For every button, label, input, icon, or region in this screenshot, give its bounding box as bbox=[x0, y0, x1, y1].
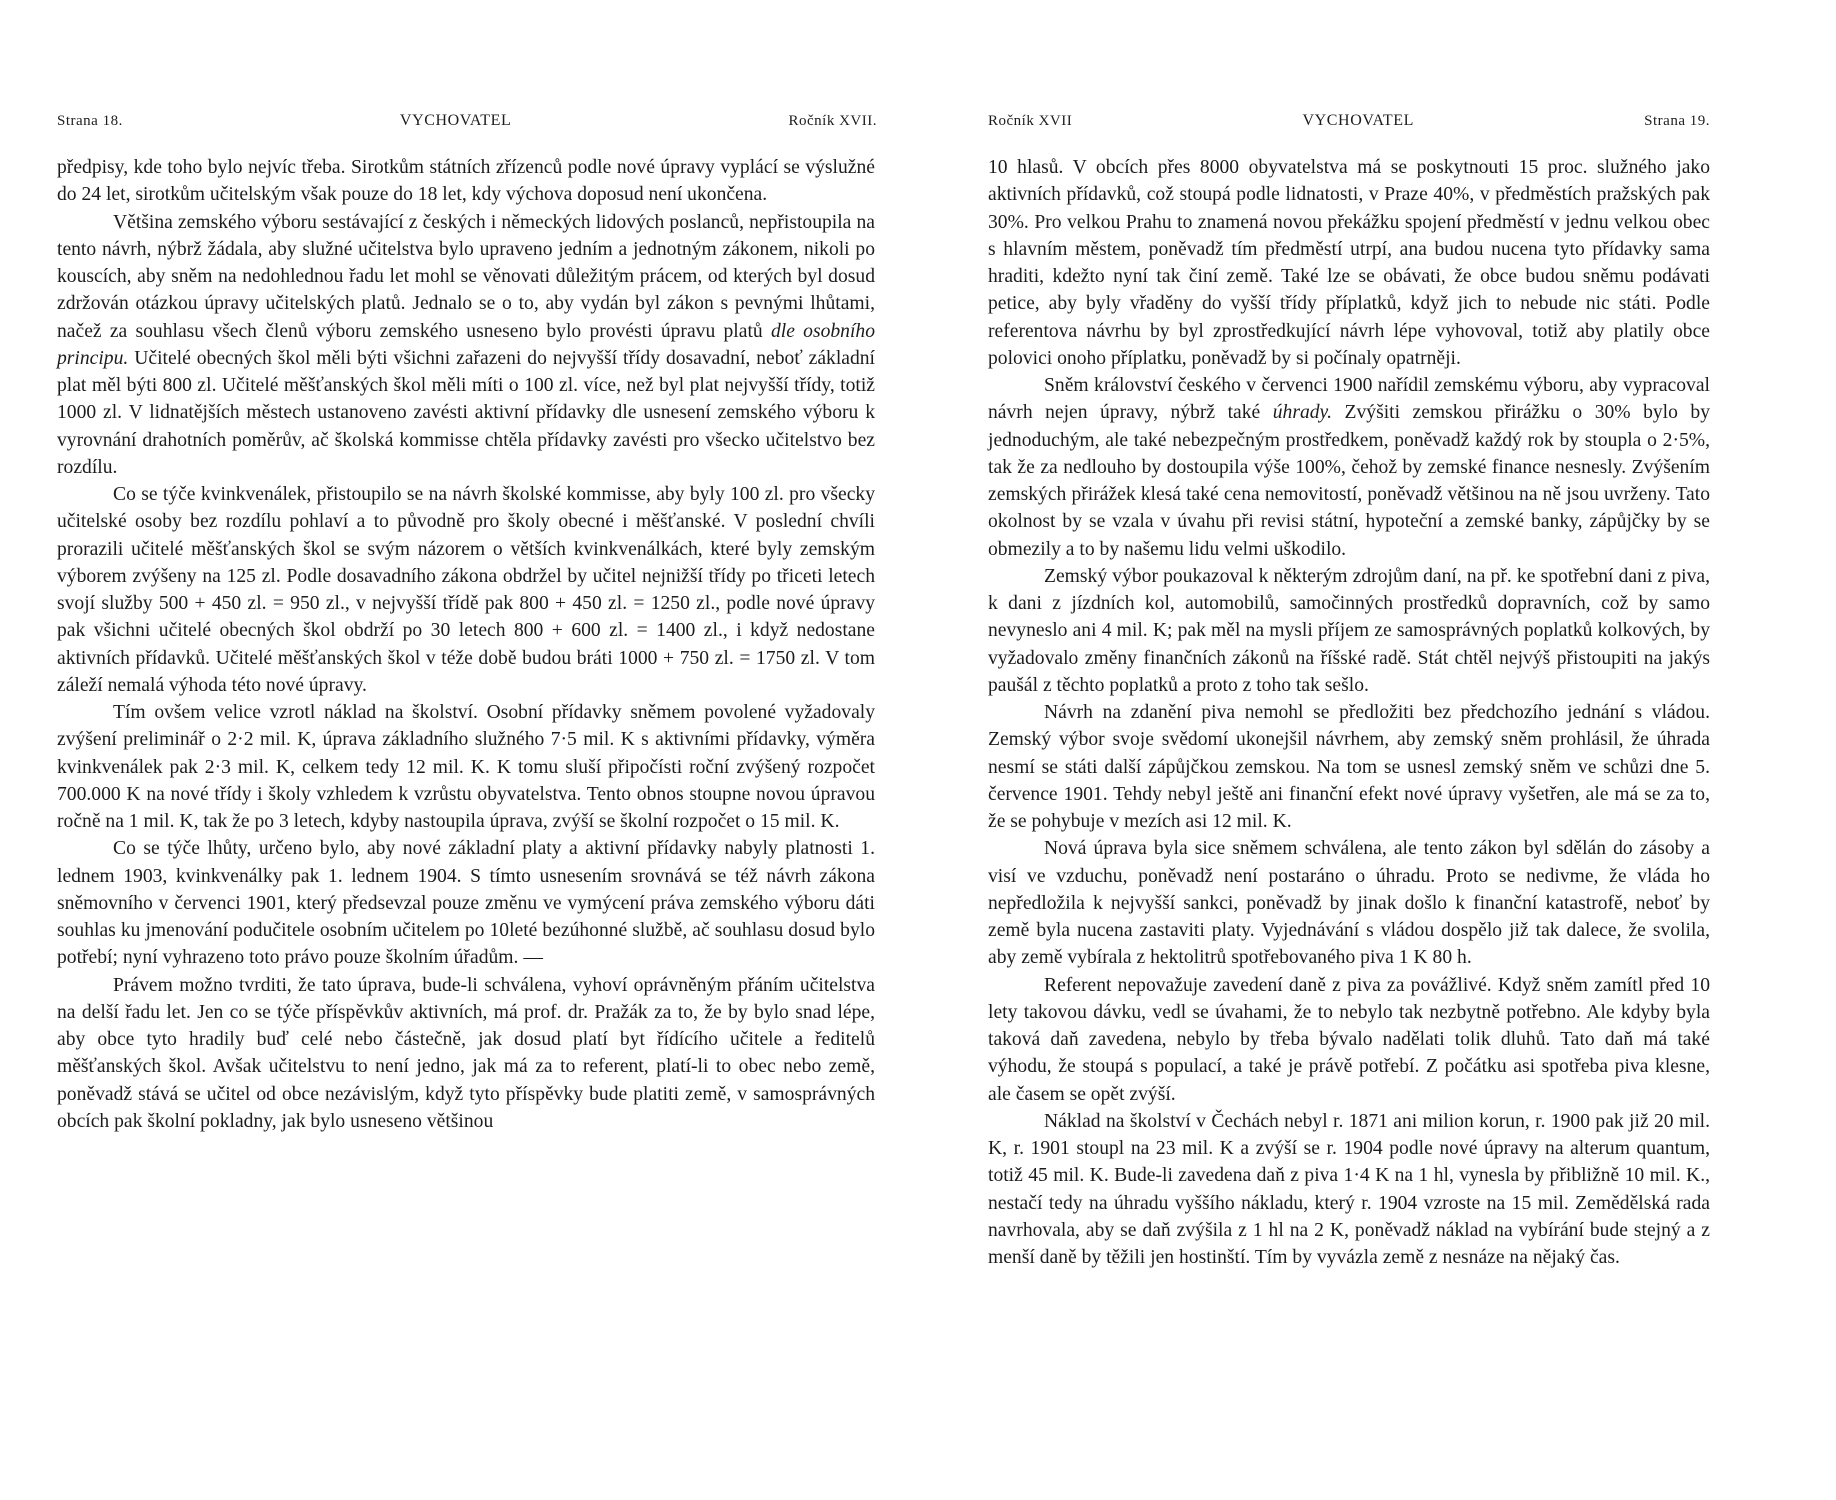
paragraph: Právem možno tvrditi, že tato úprava, bude-li schválena, vyhoví oprávněným přáním učitelstva na delší řadu let. Jen co se týče příspěvkův aktivních, má prof. dr. Pražák za to, že by bylo snad lépe, aby obce tyto hradily buď celé nebo částečně, jak dosud platí byt řídícího učitele a ředitelů měšťanských škol. Avšak učitelstvu to není jedno, jak má za to referent, platí-li to obec nebo země, poněvadž stává se učitel od obce nezávislým, když tyto příspěvky bude platiti země, v samosprávných obcích pak školní pokladny, jak bylo usneseno většinou bbox=[57, 974, 875, 1132]
left-volume: Ročník XVII. bbox=[788, 113, 877, 129]
paragraph: předpisy, kde toho bylo nejvíc třeba. Sirotkům státních zřízenců podle nové úpravy vyplácí se výslužné do 24 let, sirotkům učitelským však pouze do 18 let, kdy výchova doposud není ukončena. bbox=[57, 157, 875, 206]
right-page bbox=[918, 0, 1836, 1500]
paragraph: Referent nepovažuje zavedení daně z piva za povážlivé. Když sněm zamítl před 10 lety takovou dávku, vedl se úvahami, že to nebylo tak nezbytně potřebno. Ale kdyby byla taková daň zavedena, nebylo by třeba bývalo nadělati tolik dluhů. Tato daň má také výhodu, že stoupá s populací, a také je právě potřebí. Z počátku asi spotřeba piva klesne, ale časem se opět zvýší. bbox=[988, 974, 1710, 1105]
left-page-number: Strana 18. bbox=[57, 113, 123, 129]
paragraph: Náklad na školství v Čechách nebyl r. 1871 ani milion korun, r. 1900 pak již 20 mil. K, r. 1901 stoupl na 23 mil. K a zvýší se r. 1904 podle nové úpravy na alterum quantum, totiž 45 mil. K. Bude-li zavedena daň z piva 1·4 K na 1 hl, vynesla by přibližně 10 mil. K., nestačí tedy na úhradu vyššího nákladu, který r. 1904 vzroste na 15 mil. Zemědělská rada navrhovala, aby se daň zvýšila z 1 hl na 2 K, poněvadž náklad na vybírání bude stejný a z menší daně by těžili jen hostinští. Tím by vyvázla země z nesnáze na nějaký čas. bbox=[988, 1110, 1710, 1268]
left-page-body bbox=[57, 154, 875, 1135]
right-volume: Ročník XVII bbox=[988, 113, 1073, 129]
emphasis: úhrady. bbox=[1272, 402, 1333, 424]
paragraph: 10 hlasů. V obcích přes 8000 obyvatelstva má se poskytnouti 15 proc. služného jako aktivních přídavků, což stoupá podle lidnatosti, v Praze 40%, v předměstích pražských pak 30%. Pro velkou Prahu to znamená novou překážku spojení předměstí v jednu velkou obec s hlavním městem, poněvadž tím předměstí utrpí, ana budou nucena tyto přídavky sama hraditi, kdežto nyní tak činí země. Také lze se obávati, že obce budou sněmu podávati petice, aby byly vřaděny do vyšší třídy příplatků, když jich to nebude nic státi. Podle referentova návrhu by byl zprostředkující návrh lépe vyhovoval, totiž aby platily obce polovici onoho příplatku, poněvadž by si počínaly opatrněji. bbox=[988, 157, 1710, 369]
paragraph: Co se týče lhůty, určeno bylo, aby nové základní platy a aktivní přídavky nabyly platnosti 1. lednem 1903, kvinkvenálky pak 1. lednem 1904. S tímto usnesením srovnává se též návrh zákona sněmovního v červenci 1901, který předsevzal pouze změnu ve vymýcení práva zemského výboru dáti souhlas ku jmenování podučitele osobním učitelem po 10leté bezúhonné službě, ač souhlasu dosud bylo potřebí; nyní vyhrazeno toto právo pouze školním úřadům. — bbox=[57, 838, 875, 969]
left-journal-title: VYCHOVATEL bbox=[399, 112, 512, 129]
paragraph: Návrh na zdanění piva nemohl se předložiti bez předchozího jednání s vládou. Zemský výbor svoje svědomí ukonejšil návrhem, aby zemský sněm prohlásil, že úhrada nesmí se státi další zápůjčkou zemskou. Na tom se usnesl zemský sněm ve schůzi dne 5. července 1901. Tehdy nebyl ještě ani finanční efekt nové úpravy vyšetřen, ale má se za to, že se pohybuje v mezích asi 12 mil. K. bbox=[988, 702, 1710, 832]
paragraph: Co se týče kvinkvenálek, přistoupilo se na návrh školské kommisse, aby byly 100 zl. pro všecky učitelské osoby bez rozdílu pohlaví a to původně pro školy obecné i měšťanské. V poslední chvíli prorazili učitelé měšťanských škol se svým názorem o větších kvinkvenálkách, které byly zemským výborem zvýšeny na 125 zl. Podle dosavadního zákona obdržel by učitel nejnižší třídy po třiceti letech svojí služby 500 + 450 zl. = 950 zl., v nejvyšší třídě pak 800 + 450 zl. = 1250 zl., podle nové úpravy pak všichni učitelé obecných škol obdrží po 30 letech 800 + 600 zl. = 1400 zl., i když nedostane aktivních přídavků. Učitelé měšťanských škol v téže době budou bráti 1000 + 750 zl. = 1750 zl. V tom záleží nemalá výhoda této nové úpravy. bbox=[57, 484, 875, 696]
paragraph: Sněm království českého v červenci 1900 nařídil zemskému výboru, aby vypracoval návrh nejen úpravy, nýbrž také úhrady. Zvýšiti zemskou přirážku o 30% bylo by jednoduchým, ale také nebezpečným prostředkem, poněvadž každý rok by stoupla o 2·5%, tak že za nedlouho by dostoupila výše 100%, čehož by zemské finance nesnesly. Zvýšením zemských přirážek klesá také cena nemovitostí, poněvadž většinou na ně jsou uvrženy. Tato okolnost by se vzala v úvahu při revisi státní, hypoteční a zemské banky, zápůjčky by se obmezily a to by našemu lidu velmi uškodilo. bbox=[988, 375, 1710, 560]
left-page-header bbox=[57, 112, 877, 130]
right-journal-title: VYCHOVATEL bbox=[1302, 112, 1414, 129]
right-page-body bbox=[988, 154, 1710, 1271]
paragraph: Tím ovšem velice vzrotl náklad na školství. Osobní přídavky sněmem povolené vyžadovaly zvýšení preliminář o 2·2 mil. K, úprava základního služného 7·5 mil. K s aktivními přídavky, výměra kvinkvenálek pak 2·3 mil. K, celkem tedy 12 mil. K. K tomu sluší připočísti roční zvýšený rozpočet 700.000 K na nové třídy i školy vzhledem k vzrůstu obyvatelstva. Tento obnos stoupne novou úpravou ročně na 1 mil. K, tak že po 3 letech, kdyby nastoupila úprava, zvýší se školní rozpočet o 15 mil. K. bbox=[57, 702, 875, 832]
paragraph: Nová úprava byla sice sněmem schválena, ale tento zákon byl sdělán do zásoby a visí ve vzduchu, poněvadž není postaráno o úhradu. Proto se nedivme, že vláda ho nepředložila k nejvyšší sankci, poněvadž by jinak došlo k finanční katastrofě, neboť by země byla nucena zastaviti platy. Vyjednávání s vládou dospělo již tak dalece, že svolila, aby země vybírala z hektolitrů spotřebovaného piva 1 K 80 h. bbox=[988, 838, 1710, 969]
right-page-number: Strana 19. bbox=[1644, 113, 1710, 129]
right-page-header bbox=[988, 112, 1710, 130]
paragraph: Zemský výbor poukazoval k některým zdrojům daní, na př. ke spotřební dani z piva, k dani z jízdních kol, automobilů, samočinných prostředků dopravních, což by samo nevyneslo ani 4 mil. K; pak měl na mysli příjem ze samosprávných poplatků kolkových, by vyžadovalo změny finančních zákonů na říšské radě. Stát chtěl nejvýš přistoupiti na jakýs paušál z těchto poplatků a proto z toho tak sešlo. bbox=[988, 565, 1710, 696]
paragraph: Většina zemského výboru sestávající z českých i německých lidových poslanců, nepřistoupila na tento návrh, nýbrž žádala, aby služné učitelstva bylo upraveno jedním a jednotným zákonem, nikoli po kouscích, aby sněm na nedohlednou řadu let mohl se věnovati důležitým prácem, od kterých byl dosud zdržován otázkou úpravy učitelských platů. Jednalo se o to, aby vydán byl zákon s pevnými lhůtami, načež za souhlasu všech členů výboru zemského usneseno bylo provésti úpravu platů dle osobního principu. Učitelé obecných škol měli býti všichni zařazeni do nejvyšší třídy dosavadní, neboť základní plat měl býti 800 zl. Učitelé měšťanských škol měli míti o 100 zl. více, než byl plat nejvyšší třídy, totiž 1000 zl. V lidnatějších městech ustanoveno zavésti aktivní přídavky dle usnesení zemského výboru k vyrovnání drahotních poměrův, ač školská kommisse chtěla přídavky zavésti pro všecko učitelstvo bez rozdílu. bbox=[57, 211, 875, 478]
emphasis: dle osobního principu. bbox=[57, 320, 875, 369]
